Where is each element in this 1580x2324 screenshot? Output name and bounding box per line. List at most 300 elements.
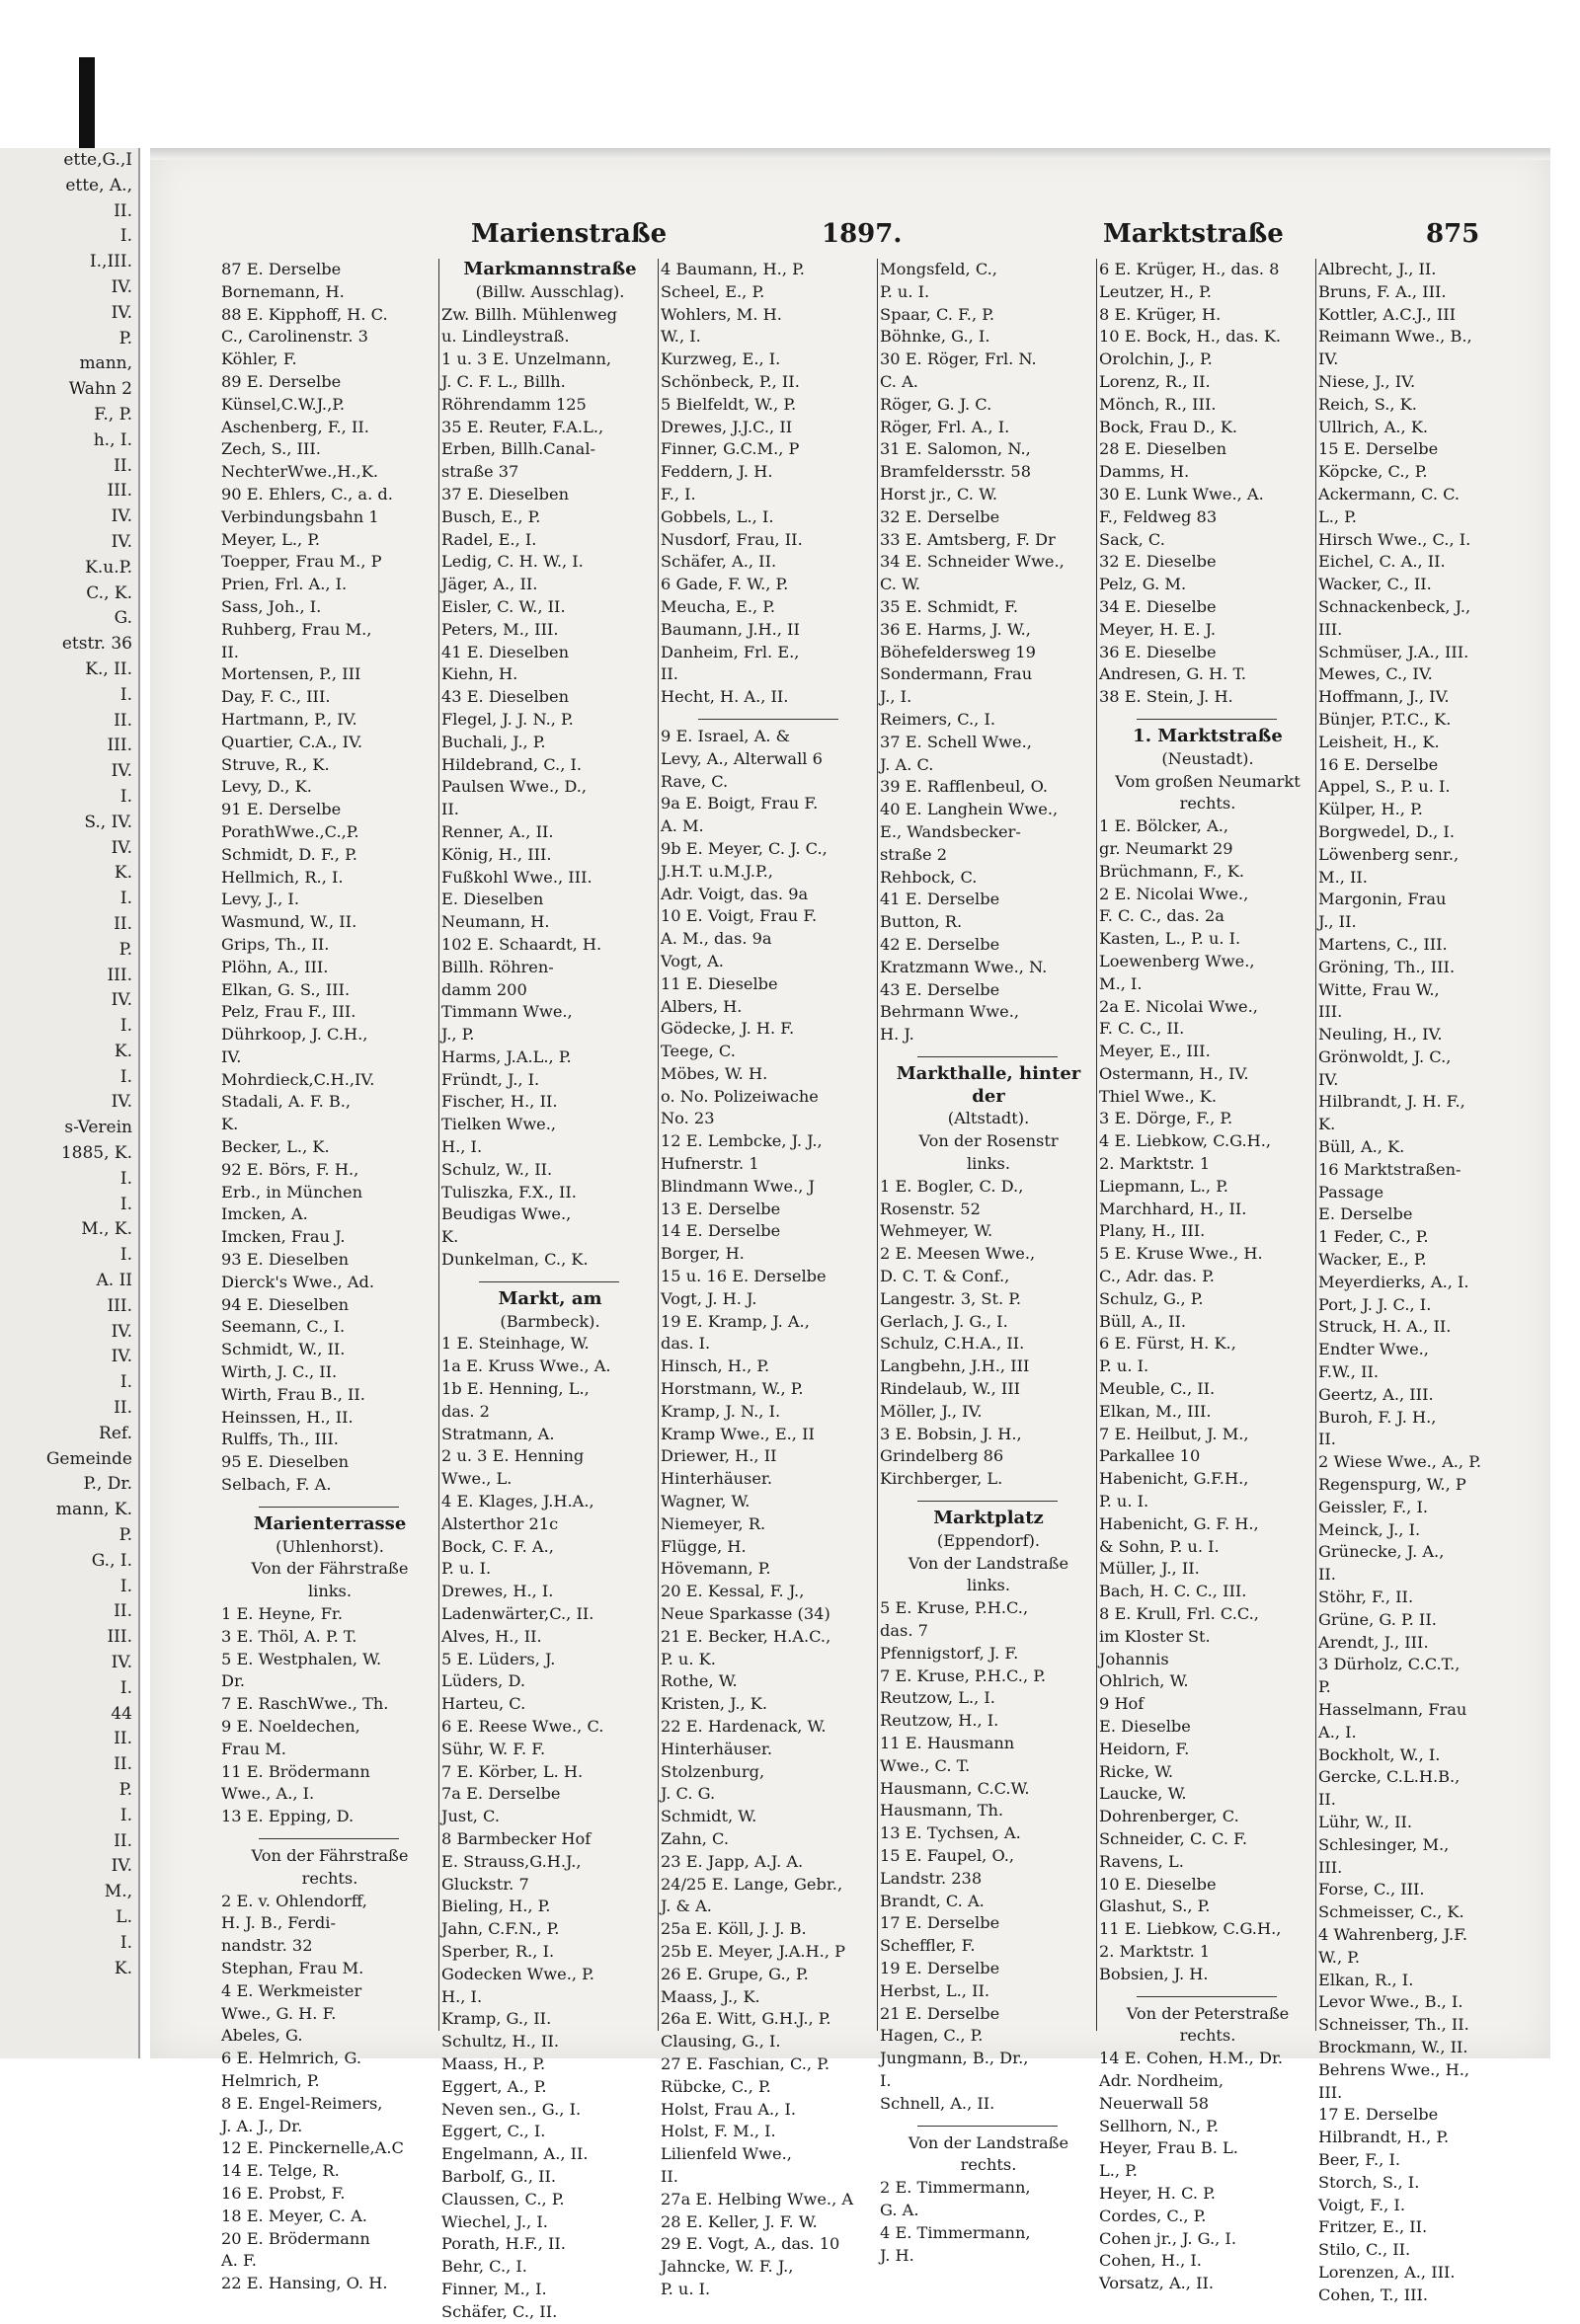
left-fragment-line: K.u.P. [85,557,132,578]
directory-entry: Peters, M., III. [441,619,559,639]
directory-entry: Künsel,C.W.J.,P. [221,394,345,414]
directory-entry: E. Dieselbe [1099,1717,1191,1736]
directory-entry: II. [661,2166,678,2186]
street-note: Von der Landstraße [908,1553,1069,1573]
directory-entry: 1a E. Kruss Wwe., A. [441,1356,611,1376]
directory-entry: 41 E. Dieselben [441,642,570,661]
directory-entry: 2 E. v. Ohlendorff, [221,1891,367,1910]
directory-entry: 4 E. Werkmeister [221,1980,362,2000]
directory-entry: Ledig, C. H. W., I. [441,552,584,572]
directory-entry: F. C. C., das. 2a [1099,906,1224,926]
directory-entry: A., I. [1318,1722,1357,1742]
directory-entry: Porath, H.F., II. [441,2234,566,2254]
left-fragment-line: P. [118,328,132,349]
directory-entry: 42 E. Derselbe [880,934,1000,954]
directory-entry: Bornemann, H. [221,281,345,301]
directory-entry: Drewes, J.J.C., II [661,417,793,436]
directory-entry: Schmeisser, C., K. [1318,1902,1464,1922]
directory-entry: Wacker, C., II. [1318,575,1432,594]
directory-entry: Böhefeldersweg 19 [880,642,1036,661]
running-head-right: Marktstraße [1103,219,1284,249]
directory-entry: Schönbeck, P., II. [661,371,800,391]
directory-entry: 5 Bielfeldt, W., P. [661,394,797,414]
directory-entry: Baumann, J.H., II [661,619,800,639]
directory-entry: J., II. [1318,912,1357,932]
directory-entry: Meuble, C., II. [1099,1379,1216,1399]
directory-entry: Rulffs, Th., III. [221,1430,339,1449]
directory-entry: Vogt, A. [661,951,724,970]
directory-entry: M., II. [1318,867,1368,887]
directory-entry: & Sohn, P. u. I. [1099,1536,1220,1556]
directory-entry: Helmrich, P. [221,2070,320,2090]
directory-entry: Regenspurg, W., P [1318,1475,1466,1495]
left-fragment-line: mann, [79,353,132,374]
directory-entry: Nusdorf, Frau, II. [661,529,803,549]
directory-entry: J. H. [880,2245,914,2265]
directory-entry: Rothe, W. [661,1671,738,1691]
street-note: rechts. [1179,794,1236,813]
directory-entry: 1 E. Bölcker, A., [1099,816,1229,836]
directory-entry: Röger, Frl. A., I. [880,417,1010,436]
directory-entry: III. [1318,619,1343,639]
directory-entry: 28 E. Keller, J. F. W. [661,2211,818,2231]
directory-entry: Bramfeldersstr. 58 [880,462,1032,482]
left-fragment-line: K., II. [85,658,132,679]
directory-entry: Forse, C., III. [1318,1880,1425,1899]
directory-entry: Hellmich, R., I. [221,867,344,887]
directory-entry: Reimers, C., I. [880,709,995,729]
directory-entry: Billh. Röhren- [441,957,554,976]
left-fragment-line: II. [114,1398,132,1419]
street-note: links. [307,1582,353,1601]
directory-entry: Fußkohl Wwe., III. [441,867,592,887]
directory-entry: Schultz, H., II. [441,2032,559,2052]
directory-entry: Hilbrandt, H., P. [1318,2128,1450,2147]
left-fragment-line: II. [114,1754,132,1775]
directory-entry: Renner, A., II. [441,821,554,841]
directory-entry: Hufnerstr. 1 [661,1154,759,1174]
directory-entry: Voigt, F., I. [1318,2195,1405,2214]
directory-entry: 1 E. Heyne, Fr. [221,1604,344,1624]
street-heading: Markmannstraße [463,259,637,279]
directory-entry: Langbehn, J.H., III [880,1356,1030,1376]
directory-entry: 2a E. Nicolai Wwe., [1099,996,1258,1016]
directory-entry: II. [1318,1430,1336,1449]
directory-entry: III. [1318,1857,1343,1877]
section-divider [479,1272,619,1282]
directory-entry: Martens, C., III. [1318,934,1448,954]
directory-entry: Kristen, J., K. [661,1694,768,1714]
directory-entry: 15 E. Derselbe [1318,439,1439,459]
directory-entry: Rosenstr. 52 [880,1199,981,1218]
directory-entry: 19 E. Kramp, J. A., [661,1311,810,1331]
directory-entry: Engelmann, A., II. [441,2144,589,2164]
directory-entry: 20 E. Brödermann [221,2228,370,2248]
left-fragment-line: Gemeinde [45,1448,132,1469]
street-note: (Neustadt). [1161,748,1254,768]
left-fragment-line: II. [114,913,132,934]
left-fragment-line: ette,G.,I [63,150,132,170]
directory-entry: Kirchberger, L. [880,1469,1003,1489]
directory-entry: Ladenwärter,C., II. [441,1604,594,1624]
directory-entry: 4 E. Klages, J.H.A., [441,1492,594,1511]
street-note: (Uhlenhorst). [276,1536,384,1556]
directory-entry: 5 E. Kruse Wwe., H. [1099,1244,1263,1264]
directory-entry: 10 E. Bock, H., das. K. [1099,327,1282,347]
directory-entry: das. 7 [880,1621,928,1641]
directory-entry: Rübcke, C., P. [661,2076,771,2096]
directory-entry: Schulz, G., P. [1099,1288,1204,1308]
directory-entry: Schneider, C. C. F. [1099,1828,1248,1848]
directory-entry: 1 E. Steinhage, W. [441,1334,590,1354]
left-fragment-line: I. [119,889,132,909]
left-fragment-line: I. [119,1016,132,1037]
directory-entry: Gröning, Th., III. [1318,957,1456,976]
directory-entry: 35 E. Reuter, F.A.L., [441,417,604,436]
directory-entry: Eisler, C. W., II. [441,596,566,616]
directory-entry: Kramp, G., II. [441,2009,552,2029]
directory-entry: damm 200 [441,979,527,999]
left-fragment-line: IV. [111,837,132,858]
directory-entry: E., Wandsbecker- [880,821,1021,841]
directory-entry: Wacker, E., P. [1318,1250,1427,1270]
directory-entry: Elkan, G. S., III. [221,979,351,999]
directory-entry: 1b E. Henning, L., [441,1379,590,1399]
directory-entry: 17 E. Derselbe [880,1913,1000,1933]
left-fragment-line: II. [114,1830,132,1851]
street-note: Von der Peterstraße [1126,2003,1290,2023]
directory-entry: Heyer, H. C. P. [1099,2183,1216,2203]
directory-entry: Herbst, L., II. [880,1980,990,2000]
directory-entry: Landstr. 238 [880,1868,983,1888]
page-number: 875 [1426,219,1480,249]
directory-entry: Marchhard, H., II. [1099,1199,1247,1218]
directory-entry: III. [1318,1002,1343,1022]
section-divider [917,2116,1058,2127]
directory-entry: 39 E. Rafflenbeul, O. [880,777,1049,797]
directory-entry: 37 E. Schell Wwe., [880,732,1032,751]
directory-entry: Orolchin, J., P. [1099,349,1213,369]
directory-entry: Sass, Joh., I. [221,596,322,616]
directory-entry: Köpcke, C., P. [1318,462,1428,482]
directory-entry: Erb., in München [221,1182,363,1201]
page-top-shadow [150,148,1550,160]
directory-entry: Struck, H. A., II. [1318,1317,1452,1337]
directory-entry: Gobbels, L., I. [661,506,774,526]
directory-entry: 92 E. Börs, F. H., [221,1159,359,1179]
directory-entry: Albrecht, J., II. [1318,260,1437,278]
directory-entry: Alves, H., II. [441,1626,542,1646]
directory-entry: J. & A. [661,1897,712,1916]
left-fragment-line: K. [114,1041,132,1061]
directory-entry: Elkan, R., I. [1318,1970,1414,1989]
directory-entry: Liepmann, L., P. [1099,1176,1228,1196]
directory-entry: Jungmann, B., Dr., [880,2049,1029,2068]
directory-entry: 90 E. Ehlers, C., a. d. [221,484,393,504]
directory-entry: 7 E. Körber, L. H. [441,1761,584,1781]
street-note: (Altstadt). [947,1109,1030,1128]
left-fragment-line: III. [107,1295,132,1316]
directory-entry: PorathWwe.,C.,P. [221,821,359,841]
directory-entry: Hagen, C., P. [880,2026,984,2046]
directory-entry: J. A. J., Dr. [221,2116,303,2135]
directory-entry: Geissler, F., I. [1318,1497,1428,1516]
directory-entry: 23 E. Japp, A.J. A. [661,1851,804,1871]
directory-entry: Grips, Th., II. [221,934,330,954]
directory-entry: Paulsen Wwe., D., [441,777,588,797]
directory-entry: Albers, H. [661,996,743,1016]
directory-entry: Lilienfeld Wwe., [661,2144,792,2164]
street-note: Von der Rosenstr [918,1131,1059,1151]
directory-entry: Meinck, J., I. [1318,1519,1421,1539]
directory-entry: Thiel Wwe., K. [1099,1086,1218,1106]
directory-entry: 8 E. Krüger, H. [1099,304,1222,324]
directory-entry: 87 E. Derselbe [221,260,342,278]
directory-entry: G. A. [880,2200,919,2219]
directory-entry: P. u. I. [661,2279,711,2298]
street-note: (Barmbeck). [500,1311,600,1331]
directory-entry: Mohrdieck,C.H.,IV. [221,1069,375,1089]
directory-entry: 20 E. Kessal, F. J., [661,1582,805,1601]
directory-entry: Schäfer, A., II. [661,552,777,572]
left-fragment-line: P., Dr. [83,1474,132,1495]
directory-entry: Möller, J., IV. [880,1401,983,1421]
directory-entry: P. [1318,1677,1331,1697]
directory-entry: Elkan, M., III. [1099,1401,1212,1421]
left-fragment-line: III. [107,965,132,985]
directory-entry: Harteu, C. [441,1694,526,1714]
directory-entry: Möbes, W. H. [661,1063,768,1083]
directory-entry: Pelz, G. M. [1099,575,1187,594]
directory-entry: 11 E. Hausmann [880,1734,1015,1752]
directory-entry: 10 E. Voigt, Frau F. [661,906,818,926]
directory-entry: Just, C. [441,1807,500,1826]
directory-entry: Mortensen, P., III [221,664,361,684]
directory-entry: Bock, Frau D., K. [1099,417,1238,436]
left-page-lines [0,148,138,1981]
directory-entry: Scheffler, F. [880,1936,976,1956]
directory-entry: 13 E. Derselbe [661,1199,781,1218]
directory-entry: Maass, J., K. [661,1986,760,2006]
directory-entry: W., I. [661,327,701,347]
directory-entry: 36 E. Harms, J. W., [880,619,1031,639]
directory-entry: Jahn, C.F.N., P. [441,1919,560,1939]
directory-entry: Levy, D., K. [221,777,312,797]
directory-entry: Danheim, Frl. E., [661,642,800,661]
directory-entry: Hildebrand, C., I. [441,754,583,774]
directory-entry: K. [221,1115,239,1134]
directory-entry: Rave, C. [661,771,729,791]
directory-entry: C. A. [880,371,918,391]
directory-entry: Schmüser, J.A., III. [1318,642,1469,661]
directory-entry: Passage [1318,1182,1384,1201]
directory-entry: J. C. G. [661,1784,716,1804]
directory-entry: 27 E. Faschian, C., P. [661,2053,830,2073]
directory-entry: Schulz, C.H.A., II. [880,1334,1025,1354]
directory-entry: 9a E. Boigt, Frau F. [661,794,819,813]
directory-entry: Wirth, Frau B., II. [221,1384,365,1404]
directory-entry: 8 E. Engel-Reimers, [221,2093,383,2113]
directory-entry: IV. [1318,1069,1339,1089]
directory-entry: Radel, E., I. [441,529,537,549]
directory-entry: Reich, S., K. [1318,394,1417,414]
running-head [150,219,1550,259]
street-heading: Markthalle, hinter [896,1062,1081,1084]
directory-entry: Claussen, C., P. [441,2189,565,2208]
directory-entry: K. [1318,1115,1336,1134]
directory-entry: Button, R. [880,912,963,932]
directory-entry: Lorenzen, A., III. [1318,2262,1456,2282]
directory-entry: Wwe., A., I. [221,1784,315,1804]
left-fragment-line: 44 [111,1703,132,1724]
directory-entry: Hartmann, P., IV. [221,709,357,729]
street-note: Von der Fährstraße [251,1559,409,1579]
section-divider [917,1491,1058,1502]
directory-entry: Grünecke, J. A., [1318,1542,1445,1562]
directory-entry: 13 E. Tychsen, A. [880,1823,1021,1843]
directory-entry: Levor Wwe., B., I. [1318,1992,1463,2012]
directory-entry: Tuliszka, F.X., II. [441,1182,577,1201]
left-fragment-line: P. [118,939,132,960]
street-note: links. [966,1576,1011,1595]
directory-entry: Vogt, J. H. J. [661,1288,757,1308]
directory-entry: 30 E. Röger, Frl. N. [880,349,1037,369]
left-fragment-line: IV. [111,1321,132,1342]
directory-entry: 3 Dürholz, C.C.T., [1318,1655,1461,1674]
street-heading: Marienterrasse [253,1512,407,1534]
section-divider [698,709,838,720]
directory-entry: Margonin, Frau [1318,890,1447,909]
directory-entry: Sondermann, Frau [880,664,1033,684]
directory-entry: F., I. [661,484,696,504]
left-fragment-line: M., K. [81,1219,132,1240]
directory-entry: Spaar, C. F., P. [880,304,995,324]
directory-entry: Abeles, G. [221,2026,303,2046]
left-fragment-line: G., I. [91,1550,132,1571]
directory-entry: 7 E. Heilbut, J. M., [1099,1424,1249,1443]
directory-entry: Külper, H., P. [1318,800,1423,819]
directory-entry: Appel, S., P. u. I. [1318,777,1451,797]
directory-entry: Behr, C., I. [441,2257,527,2277]
street-note: rechts. [960,2155,1017,2175]
directory-entry: P. u. I. [1099,1356,1149,1376]
left-fragment-line: III. [107,481,132,502]
directory-entry: das. I. [661,1334,711,1354]
directory-entry: H., I. [441,1137,483,1157]
directory-entry: Heinssen, H., II. [221,1407,354,1427]
directory-entry: 6 E. Krüger, H., das. 8 [1099,260,1280,278]
directory-entry: Wwe., G. H. F. [221,2003,337,2023]
directory-entry: Storch, S., I. [1318,2172,1420,2192]
directory-entry: Horst jr., C. W. [880,484,998,504]
directory-entry: Meyer, L., P. [221,529,321,549]
directory-entry: Erben, Billh.Canal- [441,439,595,459]
column-1 [219,259,438,2293]
directory-entry: 6 Gade, F. W., P. [661,575,789,594]
directory-entry: 14 E. Cohen, H.M., Dr. [1099,2049,1284,2068]
directory-entry: Wohlers, M. H. [661,304,782,324]
left-fragment-line: IV. [111,531,132,552]
directory-entry: 89 E. Derselbe [221,371,342,391]
directory-entry: 4 E. Liebkow, C.G.H., [1099,1131,1272,1151]
directory-entry: 11 E. Brödermann [221,1761,370,1781]
directory-entry: Imcken, Frau J. [221,1227,346,1247]
left-fragment-line: IV. [111,276,132,297]
directory-entry: Glashut, S., P. [1099,1897,1211,1916]
directory-entry: Fründt, J., I. [441,1069,540,1089]
directory-entry: Pfennigstorf, J. F. [880,1643,1019,1663]
directory-entry: Ohlrich, W. [1099,1671,1189,1691]
directory-entry: Hinterhäuser. [661,1739,773,1758]
directory-entry: Schnell, A., II. [880,2093,995,2113]
directory-entry: 7a E. Derselbe [441,1784,561,1804]
directory-entry: Frau M. [221,1739,286,1758]
left-fragment-line: II. [114,710,132,731]
directory-entry: Borgwedel, D., I. [1318,821,1455,841]
directory-entry: 15 E. Faupel, O., [880,1845,1015,1865]
directory-entry: Meyer, E., III. [1099,1042,1211,1061]
column-5 [1096,259,1316,2293]
directory-entry: 22 E. Hansing, O. H. [221,2274,388,2293]
directory-entry: Vorsatz, A., II. [1099,2274,1215,2293]
directory-entry: 6 E. Fürst, H. K., [1099,1334,1236,1354]
directory-entry: NechterWwe.,H.,K. [221,462,379,482]
directory-entry: 95 E. Dieselben [221,1452,350,1472]
directory-entry: 27a E. Helbing Wwe., A [661,2189,854,2208]
directory-entry: 2 E. Timmermann, [880,2178,1031,2198]
directory-entry: Godecken Wwe., P. [441,1964,594,1983]
street-note: (Eppendorf). [936,1530,1041,1550]
directory-entry: 8 Barmbecker Hof [441,1828,592,1848]
directory-entry: Bock, C. F. A., [441,1536,554,1556]
directory-entry: Finner, M., I. [441,2279,547,2298]
directory-entry: Alsterthor 21c [441,1513,559,1533]
directory-entry: Buchali, J., P. [441,732,546,751]
left-fragment-line: I. [119,1245,132,1266]
directory-entry: Meyerdierks, A., I. [1318,1272,1469,1291]
directory-entry: Heyer, Frau B. L. [1099,2138,1238,2158]
directory-entry: Stadali, A. F. B., [221,1092,352,1112]
directory-entry: Dührkoop, J. C.H., [221,1025,368,1045]
directory-entry: Zech, S., III. [221,439,321,459]
directory-entry: Beudigas Wwe., [441,1204,572,1224]
directory-entry: Stratmann, A. [441,1424,555,1443]
directory-entry: Feddern, J. H. [661,462,773,482]
directory-entry: Kramp, J. N., I. [661,1401,781,1421]
directory-entry: Sühr, W. F. F. [441,1739,546,1758]
left-fragment-line: s-Verein [64,1118,132,1138]
directory-entry: 24/25 E. Lange, Gebr., [661,1874,843,1894]
directory-entry: J.H.T. u.M.J.P., [661,861,773,881]
directory-entry: H. J. B., Ferdi- [221,1913,336,1933]
street-note: (Billw. Ausschlag). [475,281,625,301]
section-divider [1137,1986,1277,1997]
running-head-year: 1897. [822,219,903,249]
directory-entry: Wehmeyer, W. [880,1221,993,1241]
directory-entry: 13 E. Epping, D. [221,1807,355,1826]
directory-entry: 2 Wiese Wwe., A., P. [1318,1452,1481,1472]
directory-entry: Driewer, H., II [661,1446,777,1466]
directory-entry: Hilbrandt, J. H. F., [1318,1092,1465,1112]
left-fragment-line: I. [119,1066,132,1087]
directory-entry: Stöhr, F., II. [1318,1588,1414,1607]
directory-entry: Röger, G. J. C. [880,394,992,414]
directory-entry: Dohrenberger, C. [1099,1807,1239,1826]
directory-entry: Harms, J.A.L., P. [441,1046,572,1066]
directory-entry: 2 u. 3 E. Henning [441,1446,585,1466]
directory-entry: Leutzer, H., P. [1099,281,1212,301]
street-heading: Markt, am [498,1287,602,1309]
